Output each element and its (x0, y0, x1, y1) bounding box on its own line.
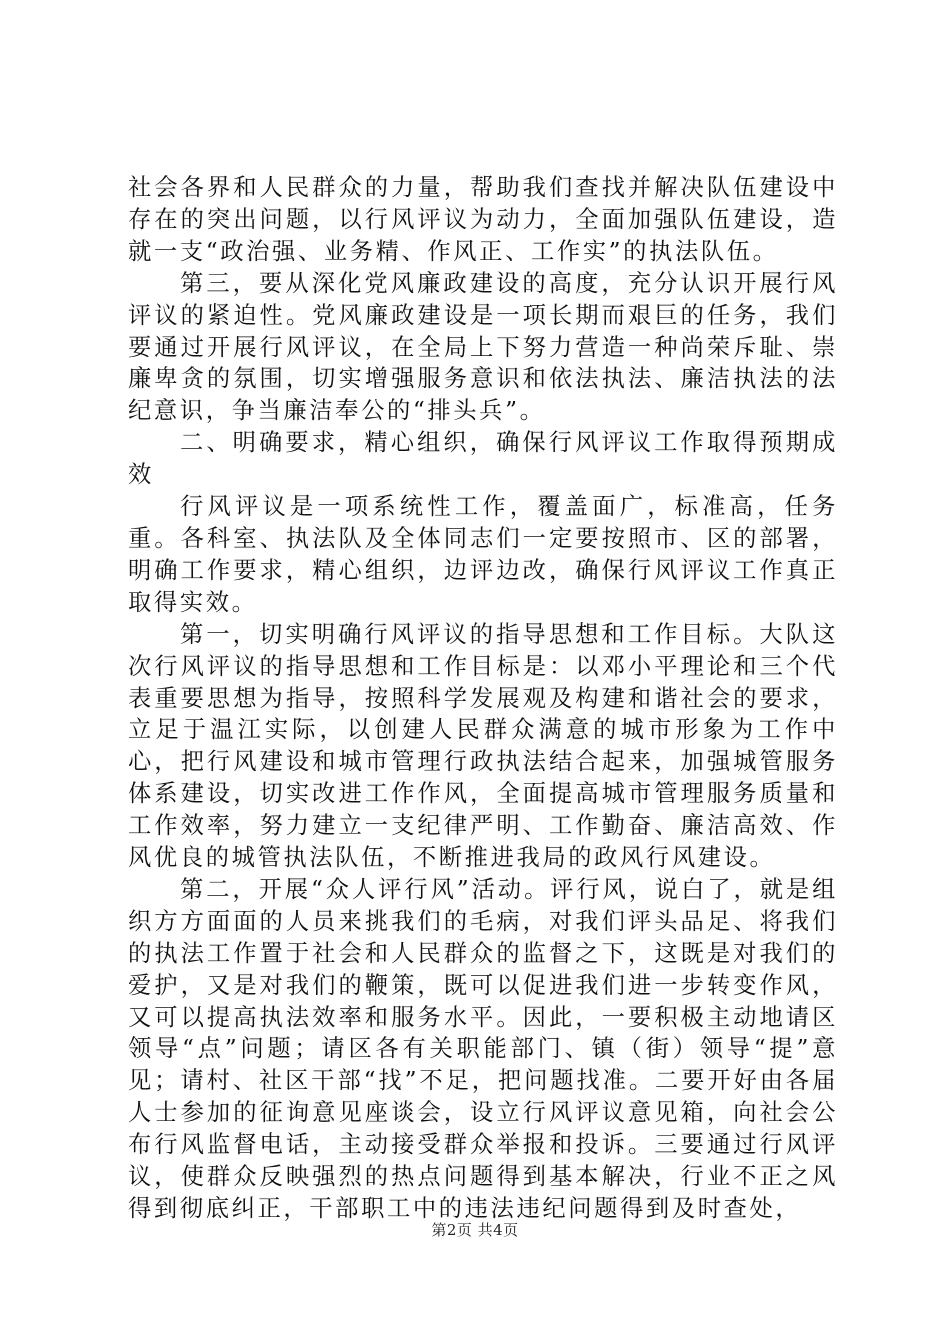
document-body (128, 172, 838, 1225)
page-footer: 第2页 共4页 (431, 1221, 519, 1239)
section-heading-two: 二、明确要求，精心组织，确保行风评议工作取得预期成效 (128, 429, 838, 489)
paragraph-intro: 行风评议是一项系统性工作，覆盖面广，标准高，任务重。各科室、执法队及全体同志们一定要按照市、区的部署，明确工作要求，精心组织，边评边改，确保行风评议工作真正取得实效。 (128, 493, 838, 616)
paragraph-first-point: 第一，切实明确行风评议的指导思想和工作目标。大队这次行风评议的指导思想和工作目标是：以邓小平理论和三个代表重要思想为指导，按照科学发展观及构建和谐社会的要求，立足于温江实际，以创建人民群众满意的城市形象为工作中心，把行风建设和城市管理行政执法结合起来，加强城管服务体系建设，切实改进工作作风，全面提高城市管理服务质量和工作效率，努力建立一支纪律严明、工作勤奋、廉洁高效、作风优良的城管执法队伍，不断推进我局的政风行风建设。 (128, 620, 838, 872)
paragraph-continued: 社会各界和人民群众的力量，帮助我们查找并解决队伍建设中存在的突出问题，以行风评议为动力，全面加强队伍建设，造就一支“政治强、业务精、作风正、工作实”的执法队伍。 (128, 174, 838, 265)
paragraph-second-point: 第二，开展“众人评行风”活动。评行风，说白了，就是组织方方面面的人员来挑我们的毛病，对我们评头品足、将我们的执法工作置于社会和人民群众的监督之下，这既是对我们的爱护，又是对我们的鞭策，既可以促进我们进一步转变作风，又可以提高执法效率和服务水平。因此，一要积极主动地请区领导“点”问题；请区各有关职能部门、镇（街）领导“提”意见；请村、社区干部“找”不足，把问题找准。二要开好由各届人士参加的征询意见座谈会，设立行风评议意见箱，向社会公布行风监督电话，主动接受群众举报和投诉。三要通过行风评议，使群众反映强烈的热点问题得到基本解决，行业不正之风得到彻底纠正，干部职工中的违法违纪问题得到及时查处， (128, 875, 838, 1222)
paragraph-third-point: 第三，要从深化党风廉政建设的高度，充分认识开展行风评议的紧迫性。党风廉政建设是一项长期而艰巨的任务，我们要通过开展行风评议，在全局上下努力营造一种尚荣斥耻、崇廉卑贪的氛围，切实增强服务意识和依法执法、廉洁执法的法纪意识，争当廉洁奉公的“排头兵”。 (128, 269, 838, 425)
